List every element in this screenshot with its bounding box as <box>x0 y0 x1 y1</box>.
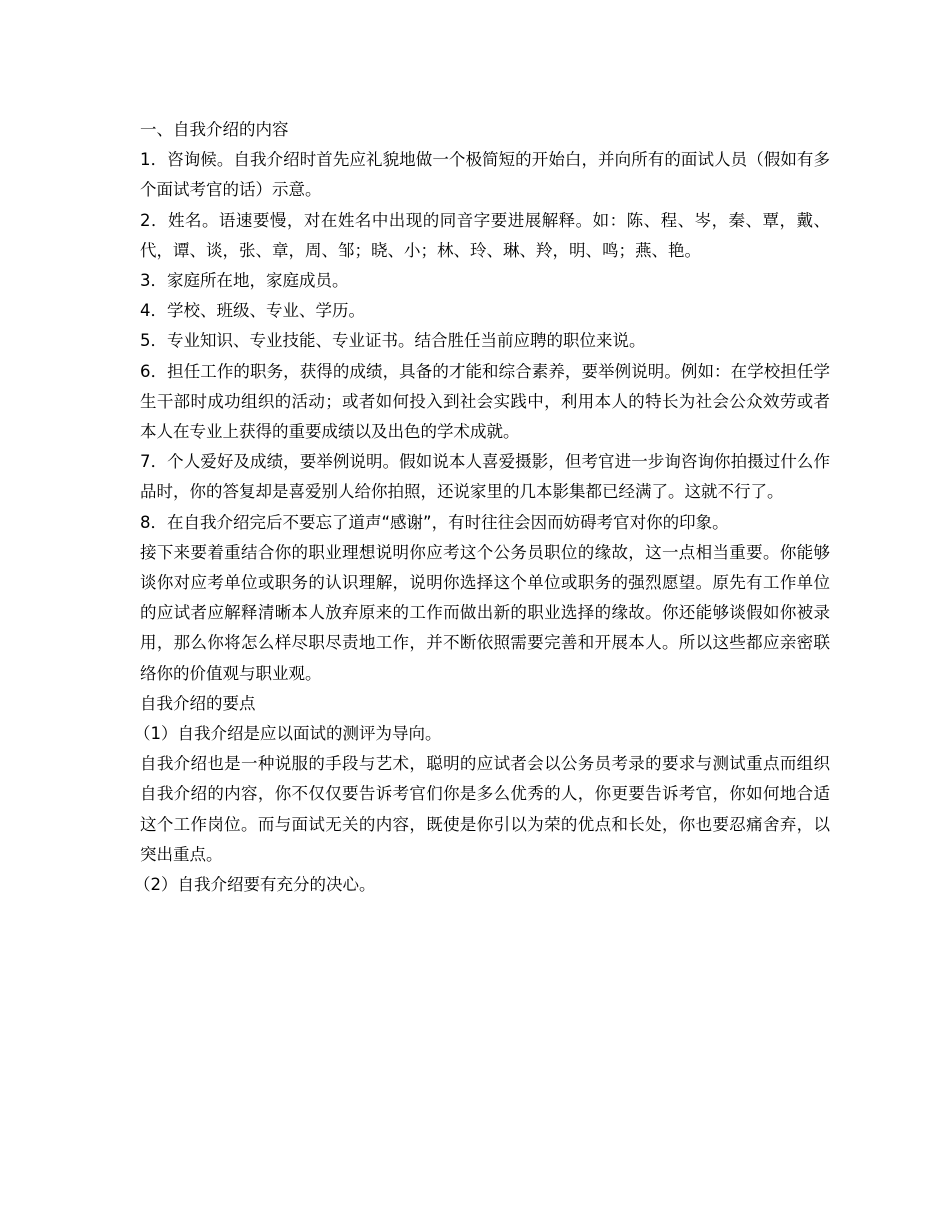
list-item: 3．家庭所在地，家庭成员。 <box>140 271 349 291</box>
list-item: 8．在自我介绍完后不要忘了道声“感谢”，有时往往会因而妨碍考官对你的印象。 <box>140 512 729 532</box>
section-heading-content: 一、自我介绍的内容 <box>140 120 289 139</box>
document-body <box>134 115 830 900</box>
body-paragraph: 自我介绍也是一种说服的手段与艺术，聪明的应试者会以公务员考录的要求与测试重点而组织自我介绍的内容，你不仅仅要告诉考官们你是多么优秀的人，你更要告诉考官，你如何地合适这个工作岗位。而与面试无关的内容，既使是你引以为荣的优点和长处，你也要忍痛舍弃，以突出重点。 <box>140 754 830 864</box>
list-item: 2．姓名。语速要慢，对在姓名中出现的同音字要进展解释。如：陈、程、岑，秦、覃，戴、代，谭、谈，张、章，周、邹；晓、小；林、玲、琳、羚，明、鸣；燕、艳。 <box>140 210 830 260</box>
body-paragraph: 接下来要着重结合你的职业理想说明你应考这个公务员职位的缘故，这一点相当重要。你能够谈你对应考单位或职务的认识理解，说明你选择这个单位或职务的强烈愿望。原先有工作单位的应试者应解释清晰本人放弃原来的工作而做出新的职业选择的缘故。你还能够谈假如你被录用，那么你将怎么样尽职尽责地工作，并不断依照需要完善和开展本人。所以这些都应亲密联络你的价值观与职业观。 <box>140 542 830 683</box>
list-item: 1．咨询候。自我介绍时首先应礼貌地做一个极简短的开始白，并向所有的面试人员（假如有多个面试考官的话）示意。 <box>140 150 830 200</box>
point-heading: （2）自我介绍要有充分的决心。 <box>134 875 376 895</box>
list-item: 5．专业知识、专业技能、专业证书。结合胜任当前应聘的职位来说。 <box>140 331 646 351</box>
section-heading-key-points: 自我介绍的要点 <box>140 693 256 713</box>
list-item: 6．担任工作的职务，获得的成绩，具备的才能和综合素养，要举例说明。例如：在学校担任学生干部时成功组织的活动；或者如何投入到社会实践中，利用本人的特长为社会公众效劳或者本人在专业上获得的重要成绩以及出色的学术成就。 <box>140 361 830 442</box>
list-item: 7．个人爱好及成绩，要举例说明。假如说本人喜爱摄影，但考官进一步询咨询你拍摄过什么作品时，你的答复却是喜爱别人给你拍照，还说家里的几本影集都已经满了。这就不行了。 <box>140 452 830 502</box>
list-item: 4．学校、班级、专业、学历。 <box>140 301 365 321</box>
point-heading: （1）自我介绍是应以面试的测评为导向。 <box>134 724 442 744</box>
